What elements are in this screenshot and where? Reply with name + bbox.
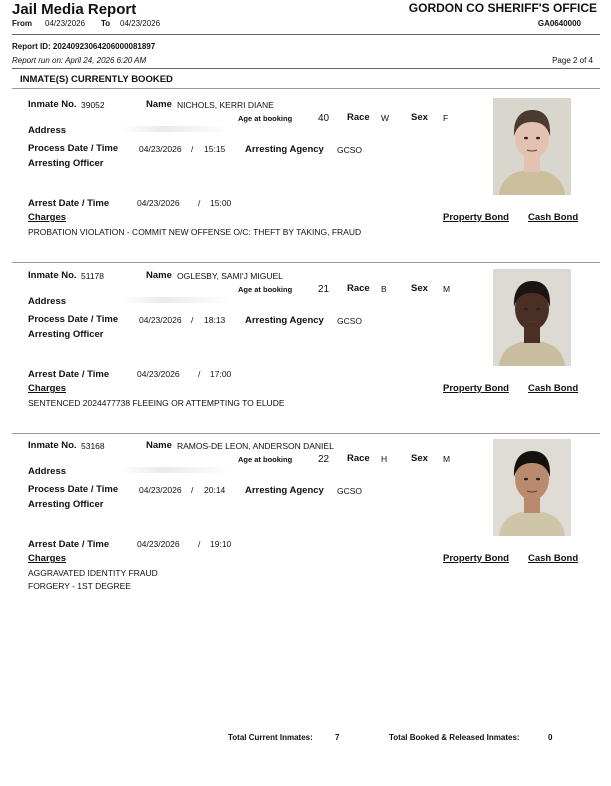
inmate-no-value: 51178 [81,271,105,281]
name-label: Name [146,99,172,110]
arresting-agency-value: GCSO [337,316,363,326]
agency-name: GORDON CO SHERIFF'S OFFICE [408,1,597,15]
arresting-agency-value: GCSO [337,486,363,496]
address-label: Address [28,125,67,136]
arresting-agency-label: Arresting Agency [245,485,324,496]
sex-value: M [443,454,451,464]
person-silhouette-icon [493,439,571,536]
arrest-sep: / [198,539,201,549]
age-label: Age at booking [238,114,293,123]
total-current-value: 7 [335,733,340,742]
arrest-label: Arrest Date / Time [28,539,110,550]
total-booked-value: 0 [548,733,553,742]
process-date: 04/23/2026 [139,315,182,325]
section-top-rule [12,68,600,69]
inmate-record [0,267,611,437]
mugshot-photo [493,269,571,366]
total-booked-label: Total Booked & Released Inmates: [389,733,520,742]
arresting-officer-label: Arresting Officer [28,499,104,510]
arrest-date: 04/23/2026 [137,198,180,208]
process-time: 20:14 [204,485,226,495]
inmate-no-value: 53168 [81,441,105,451]
section-title: INMATE(S) CURRENTLY BOOKED [20,74,173,85]
arresting-agency-label: Arresting Agency [245,144,324,155]
address-label: Address [28,296,67,307]
cash-bond-label: Cash Bond [528,212,579,223]
property-bond-label: Property Bond [443,383,509,394]
arrest-label: Arrest Date / Time [28,369,110,380]
process-label: Process Date / Time [28,314,119,325]
arrest-sep: / [198,198,201,208]
race-label: Race [347,283,370,294]
race-label: Race [347,112,370,123]
arrest-label: Arrest Date / Time [28,198,110,209]
age-value: 21 [318,284,330,295]
mugshot-photo [493,98,571,195]
charge-line: PROBATION VIOLATION - COMMIT NEW OFFENSE O/C: THEFT BY TAKING, FRAUD [28,227,362,237]
process-time: 15:15 [204,144,226,154]
arresting-agency-value: GCSO [337,145,363,155]
race-value: B [381,284,387,294]
race-value: H [381,454,388,464]
report-id: Report ID: 20240923064206000081897 [12,42,156,51]
charges-label: Charges [28,212,67,223]
age-label: Age at booking [238,285,293,294]
arrest-date: 04/23/2026 [137,369,180,379]
age-value: 40 [318,113,330,124]
inmate-no-label: Inmate No. [28,99,77,110]
cash-bond-label: Cash Bond [528,383,579,394]
cash-bond-label: Cash Bond [528,553,579,564]
inmate-no-label: Inmate No. [28,440,77,451]
arrest-time: 17:00 [210,369,232,379]
person-silhouette-icon [493,98,571,195]
arrest-sep: / [198,369,201,379]
to-label: To [101,19,111,28]
inmate-record [0,96,611,266]
process-time: 18:13 [204,315,226,325]
section-divider [12,88,600,89]
name-label: Name [146,440,172,451]
process-sep: / [191,315,194,325]
process-sep: / [191,485,194,495]
report-run-on: Report run on: April 24, 2026 6:20 AM [12,56,147,65]
charges-label: Charges [28,383,67,394]
sex-value: M [443,284,451,294]
age-value: 22 [318,454,330,465]
from-date: 04/23/2026 [45,19,86,28]
sex-value: F [443,113,449,123]
arrest-time: 19:10 [210,539,232,549]
sex-label: Sex [411,283,428,294]
arresting-officer-label: Arresting Officer [28,158,104,169]
process-date: 04/23/2026 [139,485,182,495]
arrest-date: 04/23/2026 [137,539,180,549]
property-bond-label: Property Bond [443,212,509,223]
name-label: Name [146,270,172,281]
mugshot-photo [493,439,571,536]
inmate-record [0,437,611,607]
race-value: W [381,113,390,123]
report-title: Jail Media Report [12,1,137,18]
inmate-name: RAMOS-DE LEON, ANDERSON DANIEL [177,441,334,451]
address-redaction [120,467,230,473]
process-label: Process Date / Time [28,484,119,495]
process-sep: / [191,144,194,154]
inmate-name: NICHOLS, KERRI DIANE [177,100,274,110]
process-date: 04/23/2026 [139,144,182,154]
charges-label: Charges [28,553,67,564]
address-redaction [120,126,230,132]
charge-line: FORGERY - 1ST DEGREE [28,581,131,591]
address-label: Address [28,466,67,477]
arresting-agency-label: Arresting Agency [245,315,324,326]
inmate-no-value: 39052 [81,100,105,110]
arresting-officer-label: Arresting Officer [28,329,104,340]
page-number: Page 2 of 4 [552,56,593,65]
sex-label: Sex [411,453,428,464]
sex-label: Sex [411,112,428,123]
inmate-name: OGLESBY, SAMI'J MIGUEL [177,271,283,281]
charge-line: AGGRAVATED IDENTITY FRAUD [28,568,158,578]
total-current-label: Total Current Inmates: [228,733,313,742]
inmate-no-label: Inmate No. [28,270,77,281]
race-label: Race [347,453,370,464]
from-label: From [12,19,32,28]
agency-code: GA0640000 [537,19,581,28]
process-label: Process Date / Time [28,143,119,154]
arrest-time: 15:00 [210,198,232,208]
to-date: 04/23/2026 [120,19,161,28]
address-redaction [120,297,230,303]
age-label: Age at booking [238,455,293,464]
header-divider [12,34,600,35]
charge-line: SENTENCED 2024477738 FLEEING OR ATTEMPTING TO ELUDE [28,398,285,408]
person-silhouette-icon [493,269,571,366]
property-bond-label: Property Bond [443,553,509,564]
